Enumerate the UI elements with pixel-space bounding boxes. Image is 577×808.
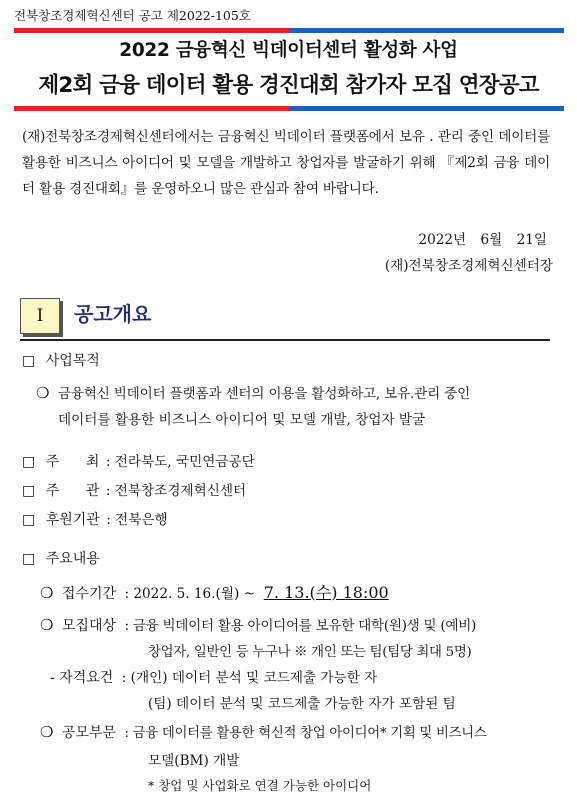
sponsor-label: 후원기관	[45, 512, 100, 528]
blue-bar-segment	[289, 106, 564, 111]
qualification-row	[50, 666, 377, 687]
main-content-heading	[22, 548, 100, 568]
title-line-2: 제2회 금융 데이터 활용 경진대회 참가자 모집 연장공고	[38, 73, 539, 98]
target-value-2: 창업자, 일반인 등 누구나 ※ 개인 또는 팀(팀당 최대 5명)	[148, 645, 472, 660]
circle-bullet-icon: ❍	[36, 384, 50, 402]
category-value-1: : 금융 데이터를 활용한 혁신적 창업 아이디어* 기획 및 비즈니스	[124, 726, 487, 741]
target-value-1: : 금융 빅데이터 활용 아이디어를 보유한 대학(원)생 및 (예비)	[124, 618, 477, 634]
target-label: 모집대상	[61, 618, 117, 634]
circle-bullet-icon: ❍	[40, 584, 54, 602]
purpose-text-1: 금융혁신 빅데이터 플랫폼과 센터의 이용을 활성화하고, 보유.관리 중인	[57, 386, 471, 402]
qualification-label: - 자격요건	[50, 670, 114, 686]
top-color-bar	[14, 28, 564, 33]
main-content-label: 주요내용	[45, 551, 100, 567]
section-number: Ⅰ	[36, 306, 44, 326]
category-note: * 창업 및 사업화로 연결 가능한 아이디어	[148, 778, 372, 793]
category-value-2: 모델(BM) 개발	[148, 753, 240, 769]
red-bar-segment	[14, 28, 289, 33]
host-value: : 전라북도, 국민연금공단	[105, 454, 255, 470]
organizer-row	[22, 479, 246, 500]
period-deadline: 7. 13.(수) 18:00	[263, 583, 389, 602]
circle-bullet-icon: ❍	[40, 616, 54, 634]
host-label: 주 최	[45, 454, 100, 470]
purpose-heading	[22, 350, 100, 370]
target-row	[40, 614, 476, 635]
section-number-box	[20, 298, 60, 334]
blue-bar-segment	[289, 28, 564, 33]
purpose-text-2: 데이터를 활용한 비즈니스 아이디어 및 모델 개발, 창업자 발굴	[58, 412, 426, 428]
category-row	[40, 722, 487, 742]
square-bullet-icon: □	[22, 512, 36, 528]
organizer-label: 주 관	[45, 483, 100, 499]
square-bullet-icon: □	[22, 483, 36, 499]
purpose-label: 사업목적	[45, 353, 100, 369]
square-bullet-icon: □	[22, 454, 36, 470]
title-line-1: 2022 금융혁신 빅데이터센터 활성화 사업	[119, 40, 458, 61]
sponsor-value: : 전북은행	[106, 512, 168, 528]
host-row	[22, 450, 255, 471]
red-bar-segment	[14, 106, 289, 111]
section-divider	[20, 339, 550, 341]
square-bullet-icon: □	[22, 551, 36, 567]
square-bullet-icon: □	[22, 353, 36, 369]
qualification-value-2: (팀) 데이터 분석 및 코드제출 가능한 자가 포함된 팀	[148, 696, 456, 712]
intro-paragraph: (재)전북창조경제혁신센터에서는 금융혁신 빅데이터 플랫폼에서 보유 . 관리 중인 데이터를 활용한 비즈니스 아이디어 및 모델을 개발하고 창업자를 발굴하기 위해 『제2회 금융 데이터 활용 경진대회』를 운영하오니 많은 관심과 참여 바랍니다.	[22, 129, 550, 197]
circle-bullet-icon: ❍	[40, 723, 54, 741]
qualification-value-1: : (개인) 데이터 분석 및 코드제출 가능한 자	[121, 670, 378, 686]
bottom-color-bar	[14, 106, 564, 111]
period-row	[40, 580, 389, 603]
period-value: : 2022. 5. 16.(월) ~	[124, 586, 260, 602]
sponsor-row	[22, 508, 168, 529]
section-title: 공고개요	[74, 302, 152, 326]
issuer-name: (재)전북창조경제혁신센터장	[384, 258, 553, 274]
category-label: 공모부문	[61, 725, 117, 741]
period-label: 접수기간	[61, 586, 117, 602]
organizer-value: : 전북창조경제혁신센터	[105, 483, 247, 499]
announcement-date: 2022년 6월 21일	[418, 232, 547, 248]
purpose-item	[36, 382, 470, 402]
document-number: 전북창조경제혁신센터 공고 제2022-105호	[14, 8, 251, 23]
